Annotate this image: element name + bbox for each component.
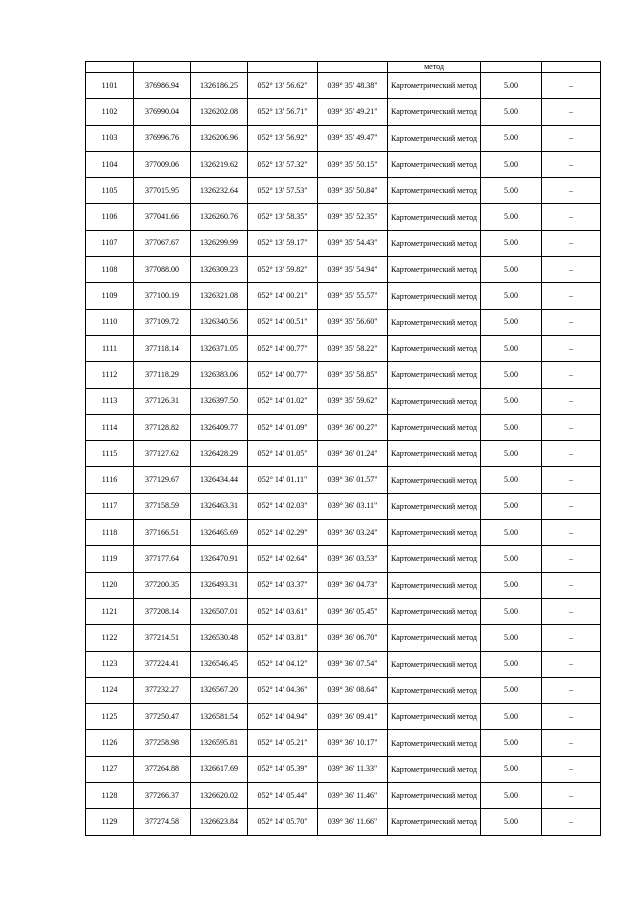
accuracy-cell: 5.00 xyxy=(481,493,542,519)
point-number-cell: 1103 xyxy=(86,125,134,151)
table-row xyxy=(86,204,601,230)
x-coordinate-cell: 377109.72 xyxy=(134,309,191,335)
method-cell: Картометрический метод xyxy=(388,756,481,782)
x-coordinate-cell: 376990.04 xyxy=(134,99,191,125)
note-cell: – xyxy=(542,283,601,309)
accuracy-cell: 5.00 xyxy=(481,283,542,309)
y-coordinate-cell: 1326340.56 xyxy=(191,309,248,335)
x-coordinate-cell: 377118.29 xyxy=(134,362,191,388)
point-number-cell: 1112 xyxy=(86,362,134,388)
accuracy-cell: 5.00 xyxy=(481,546,542,572)
point-number-cell: 1121 xyxy=(86,598,134,624)
x-coordinate-cell: 377250.47 xyxy=(134,704,191,730)
note-cell: – xyxy=(542,178,601,204)
y-coordinate-cell: 1326202.08 xyxy=(191,99,248,125)
point-number-cell: 1129 xyxy=(86,809,134,835)
note-cell: – xyxy=(542,730,601,756)
accuracy-cell: 5.00 xyxy=(481,441,542,467)
point-number-cell: 1111 xyxy=(86,335,134,361)
table-row xyxy=(86,125,601,151)
accuracy-cell: 5.00 xyxy=(481,730,542,756)
point-number-cell: 1126 xyxy=(86,730,134,756)
longitude-cell: 039° 36' 05.45" xyxy=(318,598,388,624)
x-coordinate-cell: 377208.14 xyxy=(134,598,191,624)
point-number-cell: 1114 xyxy=(86,414,134,440)
accuracy-cell: 5.00 xyxy=(481,388,542,414)
table-row xyxy=(86,756,601,782)
note-cell: – xyxy=(542,204,601,230)
method-cell: метод xyxy=(388,62,481,73)
coordinates-table xyxy=(85,61,601,836)
note-cell: – xyxy=(542,520,601,546)
y-coordinate-cell: 1326493.31 xyxy=(191,572,248,598)
y-coordinate-cell: 1326595.81 xyxy=(191,730,248,756)
y-coordinate-cell: 1326567.20 xyxy=(191,677,248,703)
empty-cell xyxy=(542,62,601,73)
y-coordinate-cell: 1326507.01 xyxy=(191,598,248,624)
note-cell: – xyxy=(542,651,601,677)
longitude-cell: 039° 36' 01.24" xyxy=(318,441,388,467)
table-row xyxy=(86,809,601,835)
method-cell: Картометрический метод xyxy=(388,651,481,677)
latitude-cell: 052° 14' 02.64" xyxy=(248,546,318,572)
x-coordinate-cell: 377067.67 xyxy=(134,230,191,256)
x-coordinate-cell: 377264.88 xyxy=(134,756,191,782)
longitude-cell: 039° 36' 11.33" xyxy=(318,756,388,782)
latitude-cell: 052° 14' 01.11" xyxy=(248,467,318,493)
x-coordinate-cell: 377118.14 xyxy=(134,335,191,361)
longitude-cell: 039° 35' 54.43" xyxy=(318,230,388,256)
longitude-cell: 039° 35' 49.21" xyxy=(318,99,388,125)
table-row xyxy=(86,388,601,414)
latitude-cell: 052° 14' 05.70" xyxy=(248,809,318,835)
latitude-cell: 052° 14' 05.21" xyxy=(248,730,318,756)
x-coordinate-cell: 377224.41 xyxy=(134,651,191,677)
y-coordinate-cell: 1326623.84 xyxy=(191,809,248,835)
method-cell: Картометрический метод xyxy=(388,283,481,309)
method-cell: Картометрический метод xyxy=(388,230,481,256)
latitude-cell: 052° 13' 57.53" xyxy=(248,178,318,204)
latitude-cell: 052° 13' 56.62" xyxy=(248,73,318,99)
table-row xyxy=(86,441,601,467)
longitude-cell: 039° 36' 04.73" xyxy=(318,572,388,598)
table-row xyxy=(86,520,601,546)
x-coordinate-cell: 377177.64 xyxy=(134,546,191,572)
table-row xyxy=(86,598,601,624)
latitude-cell: 052° 14' 02.29" xyxy=(248,520,318,546)
method-cell: Картометрический метод xyxy=(388,520,481,546)
table-row xyxy=(86,730,601,756)
y-coordinate-cell: 1326397.50 xyxy=(191,388,248,414)
table-row xyxy=(86,178,601,204)
latitude-cell: 052° 13' 58.35" xyxy=(248,204,318,230)
longitude-cell: 039° 36' 10.17" xyxy=(318,730,388,756)
latitude-cell: 052° 14' 04.36" xyxy=(248,677,318,703)
y-coordinate-cell: 1326371.05 xyxy=(191,335,248,361)
table-row xyxy=(86,677,601,703)
longitude-cell: 039° 35' 55.57" xyxy=(318,283,388,309)
accuracy-cell: 5.00 xyxy=(481,520,542,546)
empty-cell xyxy=(134,62,191,73)
accuracy-cell: 5.00 xyxy=(481,362,542,388)
note-cell: – xyxy=(542,467,601,493)
longitude-cell: 039° 35' 48.38" xyxy=(318,73,388,99)
accuracy-cell: 5.00 xyxy=(481,99,542,125)
note-cell: – xyxy=(542,125,601,151)
point-number-cell: 1115 xyxy=(86,441,134,467)
y-coordinate-cell: 1326232.64 xyxy=(191,178,248,204)
method-cell: Картометрический метод xyxy=(388,151,481,177)
x-coordinate-cell: 377088.00 xyxy=(134,257,191,283)
table-row xyxy=(86,151,601,177)
note-cell: – xyxy=(542,704,601,730)
accuracy-cell: 5.00 xyxy=(481,704,542,730)
point-number-cell: 1107 xyxy=(86,230,134,256)
note-cell: – xyxy=(542,388,601,414)
y-coordinate-cell: 1326321.08 xyxy=(191,283,248,309)
y-coordinate-cell: 1326617.69 xyxy=(191,756,248,782)
note-cell: – xyxy=(542,441,601,467)
table-row xyxy=(86,73,601,99)
note-cell: – xyxy=(542,756,601,782)
latitude-cell: 052° 14' 01.05" xyxy=(248,441,318,467)
note-cell: – xyxy=(542,257,601,283)
x-coordinate-cell: 377266.37 xyxy=(134,783,191,809)
point-number-cell: 1106 xyxy=(86,204,134,230)
accuracy-cell: 5.00 xyxy=(481,651,542,677)
y-coordinate-cell: 1326260.76 xyxy=(191,204,248,230)
latitude-cell: 052° 14' 05.44" xyxy=(248,783,318,809)
method-cell: Картометрический метод xyxy=(388,572,481,598)
point-number-cell: 1123 xyxy=(86,651,134,677)
x-coordinate-cell: 377274.58 xyxy=(134,809,191,835)
x-coordinate-cell: 377232.27 xyxy=(134,677,191,703)
table-row xyxy=(86,283,601,309)
x-coordinate-cell: 377041.66 xyxy=(134,204,191,230)
y-coordinate-cell: 1326428.29 xyxy=(191,441,248,467)
longitude-cell: 039° 36' 03.53" xyxy=(318,546,388,572)
x-coordinate-cell: 377200.35 xyxy=(134,572,191,598)
accuracy-cell: 5.00 xyxy=(481,809,542,835)
continued-row xyxy=(86,62,601,73)
method-cell: Картометрический метод xyxy=(388,257,481,283)
note-cell: – xyxy=(542,546,601,572)
method-cell: Картометрический метод xyxy=(388,309,481,335)
method-cell: Картометрический метод xyxy=(388,493,481,519)
latitude-cell: 052° 14' 00.21" xyxy=(248,283,318,309)
latitude-cell: 052° 14' 00.77" xyxy=(248,335,318,361)
accuracy-cell: 5.00 xyxy=(481,677,542,703)
latitude-cell: 052° 14' 01.09" xyxy=(248,414,318,440)
accuracy-cell: 5.00 xyxy=(481,125,542,151)
accuracy-cell: 5.00 xyxy=(481,598,542,624)
accuracy-cell: 5.00 xyxy=(481,756,542,782)
latitude-cell: 052° 14' 03.81" xyxy=(248,625,318,651)
note-cell: – xyxy=(542,414,601,440)
table-row xyxy=(86,414,601,440)
method-cell: Картометрический метод xyxy=(388,204,481,230)
longitude-cell: 039° 35' 58.85" xyxy=(318,362,388,388)
empty-cell xyxy=(481,62,542,73)
longitude-cell: 039° 36' 01.57" xyxy=(318,467,388,493)
method-cell: Картометрический метод xyxy=(388,546,481,572)
longitude-cell: 039° 35' 59.62" xyxy=(318,388,388,414)
accuracy-cell: 5.00 xyxy=(481,257,542,283)
method-cell: Картометрический метод xyxy=(388,730,481,756)
latitude-cell: 052° 13' 56.92" xyxy=(248,125,318,151)
longitude-cell: 039° 36' 06.70" xyxy=(318,625,388,651)
x-coordinate-cell: 377009.06 xyxy=(134,151,191,177)
x-coordinate-cell: 377127.62 xyxy=(134,441,191,467)
y-coordinate-cell: 1326465.69 xyxy=(191,520,248,546)
longitude-cell: 039° 35' 49.47" xyxy=(318,125,388,151)
x-coordinate-cell: 376986.94 xyxy=(134,73,191,99)
table-row xyxy=(86,362,601,388)
method-cell: Картометрический метод xyxy=(388,125,481,151)
point-number-cell: 1128 xyxy=(86,783,134,809)
accuracy-cell: 5.00 xyxy=(481,414,542,440)
note-cell: – xyxy=(542,625,601,651)
y-coordinate-cell: 1326186.25 xyxy=(191,73,248,99)
accuracy-cell: 5.00 xyxy=(481,783,542,809)
table-row xyxy=(86,783,601,809)
y-coordinate-cell: 1326383.06 xyxy=(191,362,248,388)
y-coordinate-cell: 1326546.45 xyxy=(191,651,248,677)
latitude-cell: 052° 14' 02.03" xyxy=(248,493,318,519)
latitude-cell: 052° 14' 01.02" xyxy=(248,388,318,414)
method-cell: Картометрический метод xyxy=(388,441,481,467)
x-coordinate-cell: 377015.95 xyxy=(134,178,191,204)
note-cell: – xyxy=(542,493,601,519)
empty-cell xyxy=(248,62,318,73)
latitude-cell: 052° 13' 59.82" xyxy=(248,257,318,283)
longitude-cell: 039° 36' 09.41" xyxy=(318,704,388,730)
table-row xyxy=(86,230,601,256)
table-row xyxy=(86,572,601,598)
note-cell: – xyxy=(542,335,601,361)
table-row xyxy=(86,625,601,651)
x-coordinate-cell: 377100.19 xyxy=(134,283,191,309)
longitude-cell: 039° 36' 08.64" xyxy=(318,677,388,703)
accuracy-cell: 5.00 xyxy=(481,73,542,99)
longitude-cell: 039° 35' 54.94" xyxy=(318,257,388,283)
latitude-cell: 052° 14' 04.12" xyxy=(248,651,318,677)
table-body xyxy=(86,62,601,836)
y-coordinate-cell: 1326620.02 xyxy=(191,783,248,809)
point-number-cell: 1122 xyxy=(86,625,134,651)
note-cell: – xyxy=(542,809,601,835)
y-coordinate-cell: 1326581.54 xyxy=(191,704,248,730)
table-row xyxy=(86,99,601,125)
x-coordinate-cell: 377258.98 xyxy=(134,730,191,756)
x-coordinate-cell: 377126.31 xyxy=(134,388,191,414)
y-coordinate-cell: 1326206.96 xyxy=(191,125,248,151)
note-cell: – xyxy=(542,783,601,809)
point-number-cell: 1101 xyxy=(86,73,134,99)
accuracy-cell: 5.00 xyxy=(481,625,542,651)
accuracy-cell: 5.00 xyxy=(481,178,542,204)
point-number-cell: 1109 xyxy=(86,283,134,309)
latitude-cell: 052° 14' 03.61" xyxy=(248,598,318,624)
table-row xyxy=(86,257,601,283)
point-number-cell: 1108 xyxy=(86,257,134,283)
y-coordinate-cell: 1326409.77 xyxy=(191,414,248,440)
note-cell: – xyxy=(542,572,601,598)
accuracy-cell: 5.00 xyxy=(481,467,542,493)
y-coordinate-cell: 1326299.99 xyxy=(191,230,248,256)
note-cell: – xyxy=(542,151,601,177)
empty-cell xyxy=(191,62,248,73)
y-coordinate-cell: 1326530.48 xyxy=(191,625,248,651)
latitude-cell: 052° 14' 00.77" xyxy=(248,362,318,388)
table-row xyxy=(86,335,601,361)
y-coordinate-cell: 1326463.31 xyxy=(191,493,248,519)
point-number-cell: 1120 xyxy=(86,572,134,598)
accuracy-cell: 5.00 xyxy=(481,230,542,256)
empty-cell xyxy=(318,62,388,73)
accuracy-cell: 5.00 xyxy=(481,572,542,598)
table-row xyxy=(86,704,601,730)
latitude-cell: 052° 13' 57.32" xyxy=(248,151,318,177)
longitude-cell: 039° 35' 58.22" xyxy=(318,335,388,361)
latitude-cell: 052° 14' 04.94" xyxy=(248,704,318,730)
point-number-cell: 1104 xyxy=(86,151,134,177)
note-cell: – xyxy=(542,362,601,388)
method-cell: Картометрический метод xyxy=(388,598,481,624)
method-cell: Картометрический метод xyxy=(388,388,481,414)
longitude-cell: 039° 36' 03.24" xyxy=(318,520,388,546)
method-cell: Картометрический метод xyxy=(388,99,481,125)
method-cell: Картометрический метод xyxy=(388,467,481,493)
note-cell: – xyxy=(542,230,601,256)
point-number-cell: 1105 xyxy=(86,178,134,204)
method-cell: Картометрический метод xyxy=(388,335,481,361)
note-cell: – xyxy=(542,99,601,125)
point-number-cell: 1117 xyxy=(86,493,134,519)
point-number-cell: 1102 xyxy=(86,99,134,125)
method-cell: Картометрический метод xyxy=(388,414,481,440)
point-number-cell: 1116 xyxy=(86,467,134,493)
accuracy-cell: 5.00 xyxy=(481,335,542,361)
point-number-cell: 1124 xyxy=(86,677,134,703)
longitude-cell: 039° 36' 07.54" xyxy=(318,651,388,677)
accuracy-cell: 5.00 xyxy=(481,204,542,230)
x-coordinate-cell: 377214.51 xyxy=(134,625,191,651)
longitude-cell: 039° 35' 50.84" xyxy=(318,178,388,204)
note-cell: – xyxy=(542,598,601,624)
y-coordinate-cell: 1326219.62 xyxy=(191,151,248,177)
longitude-cell: 039° 36' 11.46" xyxy=(318,783,388,809)
method-cell: Картометрический метод xyxy=(388,73,481,99)
method-cell: Картометрический метод xyxy=(388,677,481,703)
method-cell: Картометрический метод xyxy=(388,809,481,835)
longitude-cell: 039° 36' 03.11" xyxy=(318,493,388,519)
method-cell: Картометрический метод xyxy=(388,362,481,388)
method-cell: Картометрический метод xyxy=(388,178,481,204)
latitude-cell: 052° 13' 56.71" xyxy=(248,99,318,125)
longitude-cell: 039° 36' 11.66" xyxy=(318,809,388,835)
x-coordinate-cell: 376996.76 xyxy=(134,125,191,151)
y-coordinate-cell: 1326309.23 xyxy=(191,257,248,283)
y-coordinate-cell: 1326434.44 xyxy=(191,467,248,493)
latitude-cell: 052° 14' 00.51" xyxy=(248,309,318,335)
note-cell: – xyxy=(542,677,601,703)
note-cell: – xyxy=(542,73,601,99)
y-coordinate-cell: 1326470.91 xyxy=(191,546,248,572)
method-cell: Картометрический метод xyxy=(388,704,481,730)
point-number-cell: 1119 xyxy=(86,546,134,572)
point-number-cell: 1125 xyxy=(86,704,134,730)
longitude-cell: 039° 36' 00.27" xyxy=(318,414,388,440)
table-row xyxy=(86,309,601,335)
point-number-cell: 1127 xyxy=(86,756,134,782)
table-row xyxy=(86,546,601,572)
longitude-cell: 039° 35' 50.15" xyxy=(318,151,388,177)
longitude-cell: 039° 35' 52.35" xyxy=(318,204,388,230)
x-coordinate-cell: 377158.59 xyxy=(134,493,191,519)
point-number-cell: 1113 xyxy=(86,388,134,414)
latitude-cell: 052° 14' 05.39" xyxy=(248,756,318,782)
latitude-cell: 052° 13' 59.17" xyxy=(248,230,318,256)
table-row xyxy=(86,651,601,677)
x-coordinate-cell: 377166.51 xyxy=(134,520,191,546)
table-row xyxy=(86,493,601,519)
accuracy-cell: 5.00 xyxy=(481,309,542,335)
point-number-cell: 1118 xyxy=(86,520,134,546)
method-cell: Картометрический метод xyxy=(388,783,481,809)
x-coordinate-cell: 377128.82 xyxy=(134,414,191,440)
accuracy-cell: 5.00 xyxy=(481,151,542,177)
method-cell: Картометрический метод xyxy=(388,625,481,651)
point-number-cell: 1110 xyxy=(86,309,134,335)
x-coordinate-cell: 377129.67 xyxy=(134,467,191,493)
empty-cell xyxy=(86,62,134,73)
latitude-cell: 052° 14' 03.37" xyxy=(248,572,318,598)
longitude-cell: 039° 35' 56.60" xyxy=(318,309,388,335)
table-row xyxy=(86,467,601,493)
note-cell: – xyxy=(542,309,601,335)
